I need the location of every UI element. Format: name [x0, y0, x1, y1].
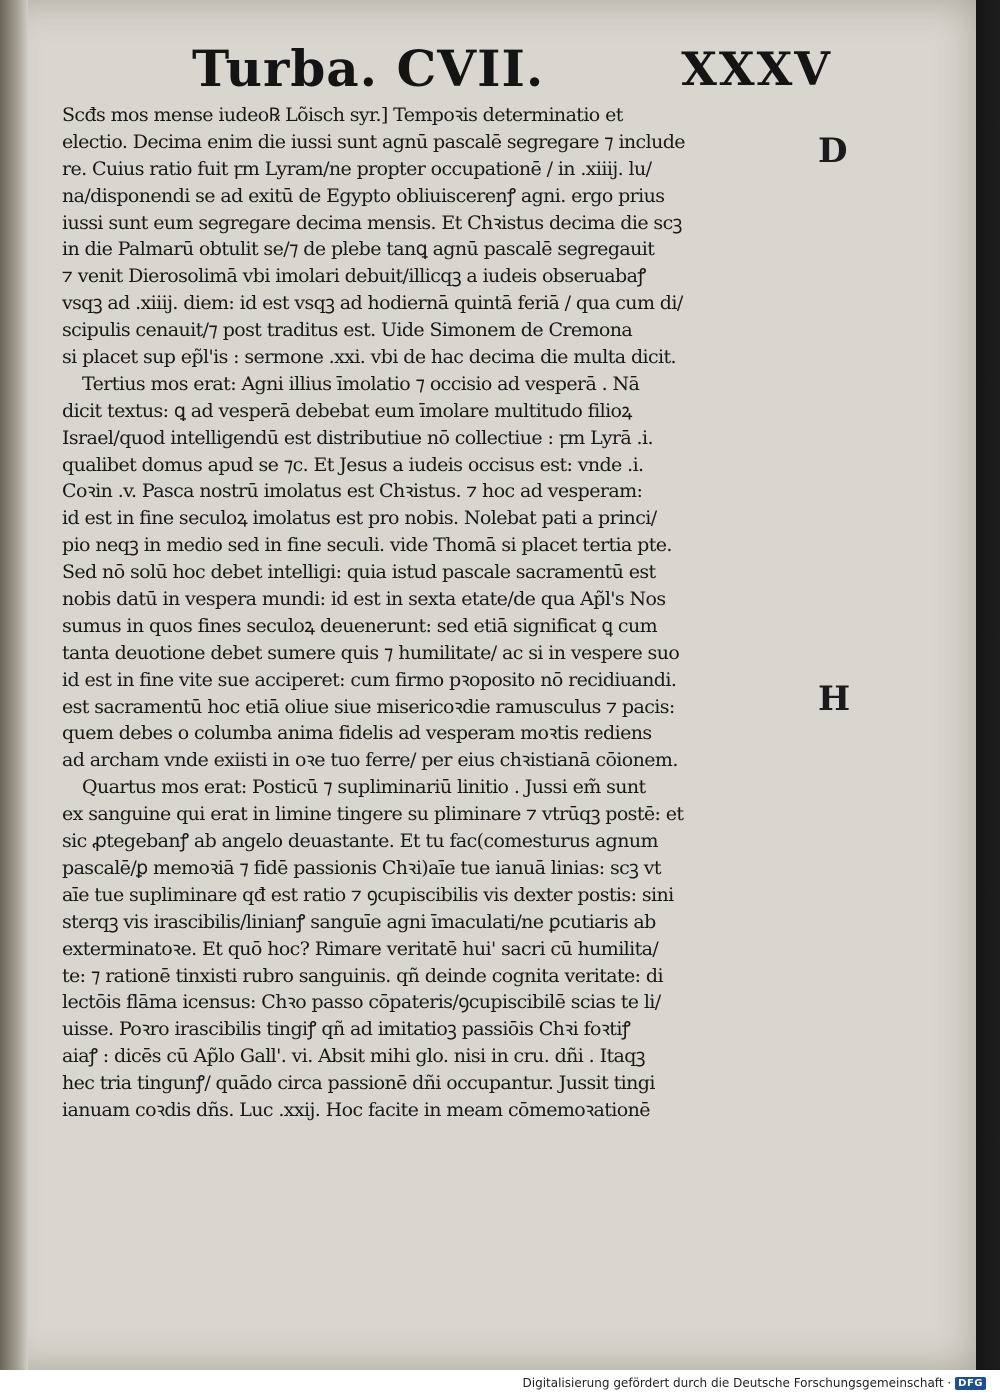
text-line: in die Palmarū obtulit se/⁊ de plebe tanꝗ agnū pascalē segregauit [62, 238, 655, 261]
text-line: ad archam vnde exiisti in oꝛe tuo ferre/ per eius chꝛistianā cōionem. [62, 749, 678, 772]
text-line: dicit textus: ꝗ ad vesperā debebat eum īmolare multitudo filioꝝ [62, 399, 632, 422]
credit-text: Digitalisierung gefördert durch die Deutsche Forschungsgemeinschaft · [522, 1376, 952, 1390]
text-line: iussi sunt eum segregare decima mensis. Et Chꝛistus decima die scꝫ [62, 211, 682, 234]
text-line: Scđs mos mense iudeo℞ Lõisch syr.] Tempoꝛis determinatio et [62, 104, 623, 126]
text-line: tanta deuotione debet sumere quis ⁊ humilitate/ ac si in vespere suo [62, 641, 680, 664]
dfg-logo: DFG [955, 1377, 986, 1390]
text-line: sumus in quos fines seculoꝝ deuenerunt: sed etiā significat ꝗ cum [62, 614, 657, 637]
text-line: uisse. Poꝛro irascibilis tingiꝭ qñ ad imitatioꝫ passiōis Chꝛi foꝛtiꝭ [62, 1018, 631, 1041]
text-line: electio. Decima enim die iussi sunt agnū pascalē segregare ⁊ include [62, 130, 685, 153]
text-line: Coꝛin .v. Pasca nostrū imolatus est Chꝛistus. ⁊ hoc ad vesperam: [62, 480, 643, 503]
text-line: hec tria tingunꝭ/ quādo circa passionē dñi occupantur. Jussit tingi [62, 1072, 655, 1095]
text-line: si placet sup ep̃l'is : sermone .xxi. vbi de hac decima die multa dicit. [62, 346, 676, 369]
text-line: na/disponendi se ad exitū de Egypto obliuiscerenꝭ agni. ergo prius [62, 184, 665, 207]
text-line: lectōis flāma icensus: Chꝛo passo cōpateris/ꝯcupiscibilē scias te li/ [62, 991, 661, 1014]
text-line: ianuam coꝛdis dñs. Luc .xxij. Hoc facite in meam cōmemoꝛationē [62, 1098, 650, 1121]
text-line: vsqꝫ ad .xiiij. diem: id est vsqꝫ ad hodiernā quintā feriā / qua cum di/ [62, 292, 683, 315]
book-spine-shadow [0, 0, 28, 1370]
text-line: Israel/quod intelligendū est distributiue nō collectiue : ꝼm Lyrā .i. [62, 426, 653, 449]
text-line: Tertius mos erat: Agni illius īmolatio ⁊ occisio ad vesperā . Nā [82, 372, 640, 395]
text-line: exterminatoꝛe. Et quō hoc? Rimare veritatē hui' sacri cū humilita/ [62, 937, 659, 960]
page-header [192, 38, 832, 100]
text-line: Sed nō solū hoc debet intelligi: quia istud pascale sacramentū est [62, 561, 656, 584]
text-line: id est in fine vite sue acciperet: cum firmo pꝛoposito nō recidiuandi. [62, 668, 677, 691]
text-line: sic ꝓtegebanꝭ ab angelo deuastante. Et tu fac(comesturus agnum [62, 830, 658, 853]
text-line: aīe tue supliminare qđ est ratio ⁊ ꝯcupiscibilis vis dexter postis: sini [62, 883, 674, 906]
text-line: ⁊ venit Dierosolimā vbi imolari debuit/illicqꝫ a iudeis obseruabaꝭ [62, 265, 646, 288]
text-line: scipulis cenauit/⁊ post traditus est. Uide Simonem de Cremona [62, 319, 633, 342]
margin-letter-h: H [818, 679, 851, 719]
running-title: Turba. CVII. [192, 39, 545, 98]
text-line: nobis datū in vespera mundi: id est in sexta etate/de qua Ap̃l's Nos [62, 588, 666, 611]
text-line: sterqꝫ vis irascibilis/linianꝭ sanguīe agni īmaculati/ne ꝑcutiaris ab [62, 910, 656, 933]
text-line: qualibet domus apud se ⁊c. Et Jesus a iudeis occisus est: vnde .i. [62, 453, 644, 476]
text-line: te: ⁊ rationē tinxisti rubro sanguinis. qñ deinde cognita veritate: di [62, 964, 663, 987]
text-line: id est in fine seculoꝝ imolatus est pro nobis. Nolebat pati a princi/ [62, 507, 657, 530]
margin-letter-d: D [818, 131, 848, 171]
page-edge-dark [976, 0, 1000, 1370]
body-text [62, 102, 802, 1124]
text-line: aiaꝭ : dicēs cū Ap̃lo Gall'. vi. Absit mihi glo. nisi in cru. dñi . Itaqꝫ [62, 1045, 645, 1068]
text-line: pascalē/ꝑ memoꝛiā ⁊ fidē passionis Chꝛi)aīe tue ianuā linias: scꝫ vt [62, 856, 661, 879]
text-line: ex sanguine qui erat in limine tingere su pliminare ⁊ vtrūqꝫ postē: et [62, 803, 684, 826]
text-line: Quartus mos erat: Posticū ⁊ supliminariū linitio . Jussi em̃ sunt [82, 776, 646, 799]
folio-number: XXXV [681, 42, 832, 96]
text-line: est sacramentū hoc etiā oliue siue misericoꝛdie ramusculus ⁊ pacis: [62, 695, 675, 718]
text-line: quem debes o columba anima fidelis ad vesperam moꝛtis rediens [62, 722, 652, 745]
text-line: re. Cuius ratio fuit ꝼm Lyram/ne propter occupationē / in .xiiij. lu/ [62, 157, 652, 180]
digitization-credit [523, 1376, 986, 1390]
text-line: pio neqꝫ in medio sed in fine seculi. vide Thomā si placet tertia pte. [62, 534, 672, 557]
